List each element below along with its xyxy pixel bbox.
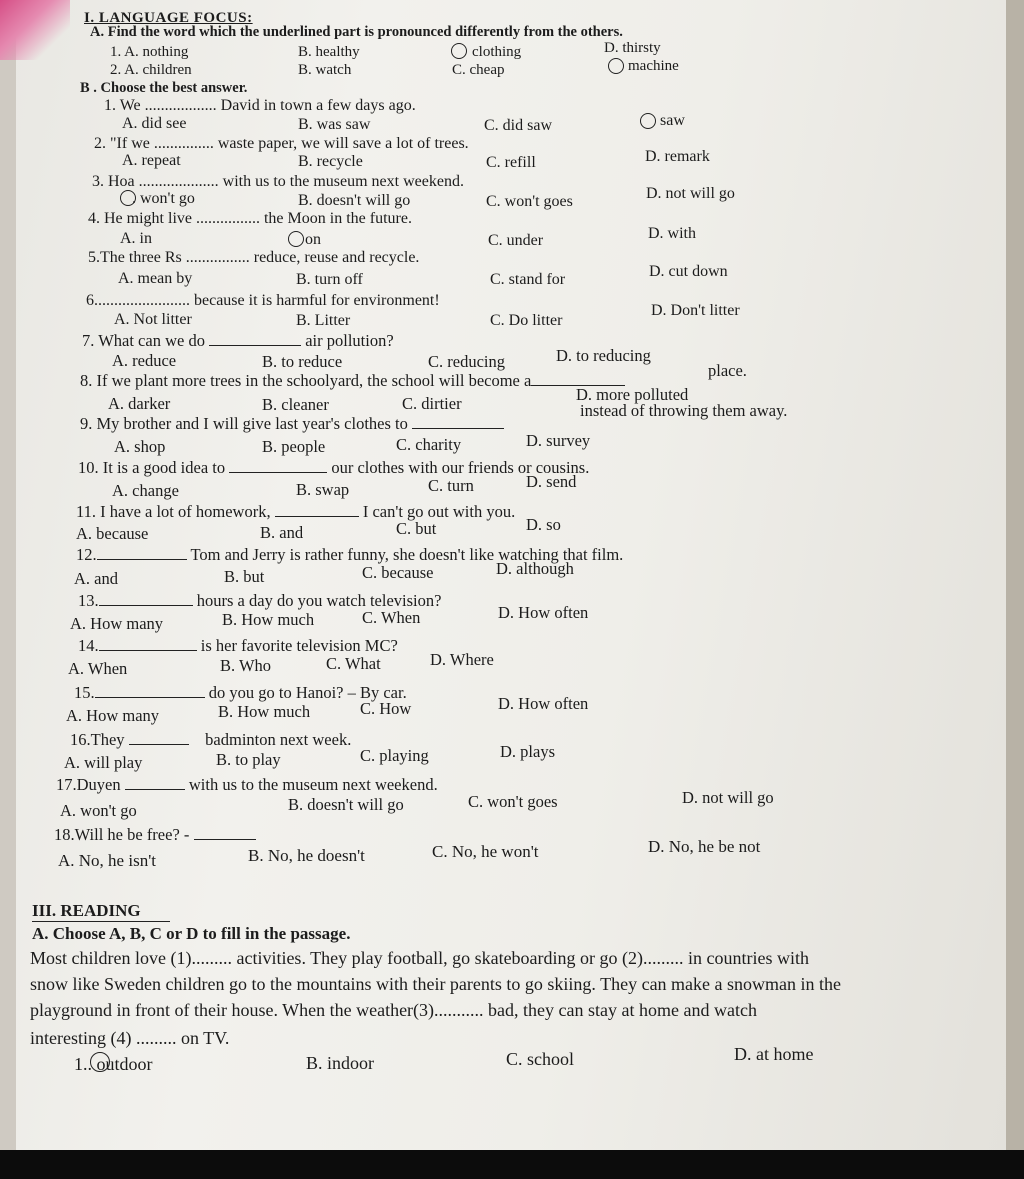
q15-option-a: A. How many xyxy=(66,706,160,725)
q9-option-a: A. shop xyxy=(114,437,166,456)
q4-option-d: D. with xyxy=(648,225,696,242)
reading-part-a-instruction: A. Choose A, B, C or D to fill in the passage. xyxy=(32,924,351,943)
reading-q1-option-d: D. at home xyxy=(734,1044,814,1064)
q17-option-a: A. won't go xyxy=(60,801,137,820)
q15-stem: 15. do you go to Hanoi? – By car. xyxy=(74,683,407,702)
q12-option-c: C. because xyxy=(362,563,434,582)
q9-stem: 9. My brother and I will give last year's clothes to xyxy=(80,415,504,433)
q9-option-d: D. survey xyxy=(526,431,591,450)
q4-option-c: C. under xyxy=(488,232,544,249)
q9-option-c: C. charity xyxy=(396,435,462,454)
passage-line-3: playground in front of their house. When the weather(3)........... bad, they can stay at home and watch xyxy=(30,1000,757,1020)
q13-option-d: D. How often xyxy=(498,603,589,622)
reading-q1-option-b: B. indoor xyxy=(306,1053,375,1073)
q9-stem-end: instead of throwing them away. xyxy=(580,401,788,420)
q5-option-d: D. cut down xyxy=(649,263,728,280)
q13-stem: 13. hours a day do you watch television? xyxy=(78,591,442,610)
q3-option-b: B. doesn't will go xyxy=(298,192,411,209)
q1-option-a: A. did see xyxy=(122,115,187,132)
q7-option-d: D. to reducing xyxy=(556,346,651,365)
q8-option-b: B. cleaner xyxy=(262,395,329,414)
q18-option-a: A. No, he isn't xyxy=(58,851,156,870)
q1-option-d: saw xyxy=(660,112,685,129)
q12-option-b: B. but xyxy=(224,567,265,586)
q11-option-a: A. because xyxy=(76,524,149,543)
pron-2-d: machine xyxy=(628,58,679,74)
q8-stem-end: place. xyxy=(708,361,747,380)
reading-q1-option-a: 1.. outdoor xyxy=(74,1054,153,1074)
q13-option-a: A. How many xyxy=(70,614,164,633)
answer-circle-mark xyxy=(90,1052,110,1072)
q7-option-c: C. reducing xyxy=(428,352,505,371)
q13-option-b: B. How much xyxy=(222,610,315,629)
q8-option-c: C. dirtier xyxy=(402,394,462,413)
q8-option-a: A. darker xyxy=(108,394,171,413)
q5-option-c: C. stand for xyxy=(490,271,566,288)
table-edge xyxy=(1006,0,1024,1150)
q18-option-b: B. No, he doesn't xyxy=(248,846,365,865)
q8-option-d: D. more polluted xyxy=(576,385,689,404)
q18-option-c: C. No, he won't xyxy=(432,842,539,861)
q2-option-c: C. refill xyxy=(486,154,536,171)
q14-option-a: A. When xyxy=(68,659,128,678)
q2-option-d: D. remark xyxy=(645,148,710,165)
q6-stem: 6........................ because it is harmful for environment! xyxy=(86,292,440,309)
q17-option-b: B. doesn't will go xyxy=(288,795,404,814)
q10-stem: 10. It is a good idea to our clothes with our friends or cousins. xyxy=(78,458,590,477)
pron-1-b: B. healthy xyxy=(298,44,360,60)
q6-option-c: C. Do litter xyxy=(490,312,563,329)
q4-stem: 4. He might live ................ the Moon in the future. xyxy=(88,210,412,227)
q11-option-d: D. so xyxy=(526,515,561,534)
q3-option-d: D. not will go xyxy=(646,185,735,202)
q5-option-a: A. mean by xyxy=(118,270,193,287)
q2-option-b: B. recycle xyxy=(298,153,363,170)
q10-option-c: C. turn xyxy=(428,476,474,495)
pron-2-b: B. watch xyxy=(298,62,352,78)
q12-option-a: A. and xyxy=(74,569,118,588)
q7-stem: 7. What can we do air pollution? xyxy=(82,331,394,350)
q18-option-d: D. No, he be not xyxy=(648,837,761,856)
answer-circle-mark xyxy=(608,58,624,74)
section-language-focus-title: I. LANGUAGE FOCUS: xyxy=(84,10,253,26)
passage-line-4: interesting (4) ......... on TV. xyxy=(30,1028,230,1048)
q2-option-a: A. repeat xyxy=(122,152,181,169)
q16-option-c: C. playing xyxy=(360,746,429,765)
q14-option-d: D. Where xyxy=(430,650,494,669)
q3-option-c: C. won't goes xyxy=(486,193,573,210)
pink-object-corner xyxy=(0,0,70,60)
q6-option-d: D. Don't litter xyxy=(651,302,740,319)
q3-option-a: . won't go xyxy=(132,190,195,207)
pron-2-a: 2. A. children xyxy=(110,62,192,78)
q10-option-a: A. change xyxy=(112,481,179,500)
q11-stem: 11. I have a lot of homework, I can't go out with you. xyxy=(76,502,516,521)
q5-option-b: B. turn off xyxy=(296,271,363,288)
q16-option-b: B. to play xyxy=(216,750,281,769)
passage-line-2: snow like Sweden children go to the mountains with their parents to go skiing. They can make a snowman in the xyxy=(30,974,842,994)
answer-circle-mark xyxy=(451,43,467,59)
q2-stem: 2. "If we ............... waste paper, we will save a lot of trees. xyxy=(94,135,469,152)
q10-option-d: D. send xyxy=(526,472,577,491)
section-reading-title: III. READING xyxy=(32,901,141,920)
q6-option-a: A. Not litter xyxy=(114,311,192,328)
q5-stem: 5.The three Rs ................ reduce, reuse and recycle. xyxy=(88,249,420,266)
q1-stem: 1. We .................. David in town a few days ago. xyxy=(104,97,416,114)
q17-option-d: D. not will go xyxy=(682,788,774,807)
q12-option-d: D. although xyxy=(496,559,574,578)
q12-stem: 12. Tom and Jerry is rather funny, she doesn't like watching that film. xyxy=(76,545,624,564)
q15-option-d: D. How often xyxy=(498,694,589,713)
q14-option-b: B. Who xyxy=(220,656,272,675)
q3-stem: 3. Hoa .................... with us to the museum next weekend. xyxy=(92,173,464,190)
q17-option-c: C. won't goes xyxy=(468,792,558,811)
q14-stem: 14. is her favorite television MC? xyxy=(78,636,398,655)
pron-1-d: D. thirsty xyxy=(604,40,661,56)
part-a-instruction: A. Find the word which the underlined part is pronounced differently from the others. xyxy=(90,24,623,40)
q15-option-b: B. How much xyxy=(218,702,311,721)
q11-option-c: C. but xyxy=(396,519,437,538)
q13-option-c: C. When xyxy=(362,608,421,627)
q16-option-a: A. will play xyxy=(64,753,143,772)
q10-option-b: B. swap xyxy=(296,480,350,499)
pron-1-c: clothing xyxy=(472,44,522,60)
q18-stem: 18.Will he be free? - xyxy=(54,826,256,844)
q1-option-b: B. was saw xyxy=(298,116,371,133)
q16-stem: 16.They badminton next week. xyxy=(70,730,352,749)
q15-option-c: C. How xyxy=(360,699,412,718)
bottom-shadow xyxy=(0,1150,1024,1179)
q1-option-c: C. did saw xyxy=(484,117,552,134)
part-b-instruction: B . Choose the best answer. xyxy=(80,80,248,96)
q8-stem: 8. If we plant more trees in the schoolyard, the school will become a xyxy=(80,372,625,390)
passage-line-1: Most children love (1)......... activities. They play football, go skateboarding or go (2)......... in countries with xyxy=(30,948,810,968)
q4-option-b: on xyxy=(305,231,321,248)
q7-option-a: A. reduce xyxy=(112,351,177,370)
q7-option-b: B. to reduce xyxy=(262,352,343,371)
pron-2-c: C. cheap xyxy=(452,62,505,78)
q9-option-b: B. people xyxy=(262,437,326,456)
answer-circle-mark xyxy=(288,231,304,247)
q4-option-a: A. in xyxy=(120,230,152,247)
pron-1-a: 1. A. nothing xyxy=(110,44,189,60)
q11-option-b: B. and xyxy=(260,523,304,542)
q17-stem: 17.Duyen with us to the museum next weekend. xyxy=(56,775,438,794)
q14-option-c: C. What xyxy=(326,654,381,673)
q16-option-d: D. plays xyxy=(500,742,555,761)
q6-option-b: B. Litter xyxy=(296,312,351,329)
reading-title-underline xyxy=(32,921,170,922)
reading-q1-option-c: C. school xyxy=(506,1049,575,1069)
answer-circle-mark xyxy=(640,113,656,129)
